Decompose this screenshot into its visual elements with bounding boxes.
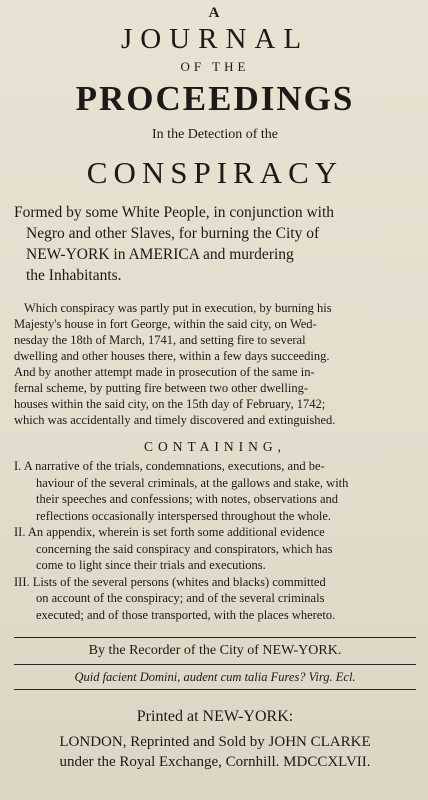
recorder-line: By the Recorder of the City of NEW-YORK.: [88, 643, 342, 658]
title-journal: JOURNAL: [120, 23, 310, 55]
item-line: II. An appendix, wherein is set forth some additional evidence: [14, 525, 325, 539]
bottom-rule: [14, 689, 416, 690]
which-conspiracy-paragraph: [14, 300, 416, 428]
which-line: And by another attempt made in prosecution of the same in-: [14, 365, 315, 379]
item-line: III. Lists of the several persons (whites and blacks) committed: [14, 574, 326, 589]
item-line: I. A narrative of the trials, condemnations, executions, and be-: [14, 459, 325, 473]
contents-item-3: [14, 574, 416, 624]
which-line: dwelling and other houses there, within a few days succeeding.: [14, 349, 330, 363]
imprint-line: LONDON, Reprinted and Sold by JOHN CLARKE: [59, 734, 371, 750]
contents-item-1: [14, 458, 416, 524]
which-line: Majesty's house in fort George, within the said city, on Wed-: [14, 317, 317, 331]
formed-line: Negro and other Slaves, for burning the City of: [26, 225, 320, 242]
contents-item-2: [14, 524, 416, 574]
title-detection-line: In the Detection of the: [152, 127, 278, 142]
title-article: A: [208, 5, 222, 21]
formed-by-paragraph: [14, 202, 416, 286]
printed-at-line: Printed at NEW-YORK:: [136, 708, 294, 725]
imprint-block: [14, 732, 416, 772]
which-line: houses within the said city, on the 15th day of February, 1742;: [14, 397, 326, 411]
item-line: on account of the conspiracy; and of the several criminals: [36, 591, 325, 605]
which-line: nesday the 18th of March, 1741, and setting fire to several: [14, 333, 306, 347]
which-line: which was accidentally and timely discovered and extinguished.: [14, 413, 336, 427]
formed-line: Formed by some White People, in conjunction with: [14, 204, 335, 221]
title-of-the: OF THE: [180, 59, 250, 74]
imprint-line: under the Royal Exchange, Cornhill. MDCCXLVII.: [59, 754, 371, 770]
latin-quotation: Quid facient Domini, audent cum talia Fures? Virg. Ecl.: [74, 670, 356, 684]
formed-line: the Inhabitants.: [26, 267, 122, 284]
item-line: reflections occasionally interspersed throughout the whole.: [36, 508, 332, 523]
title-proceedings: PROCEEDINGS: [75, 79, 355, 118]
item-line: their speeches and confessions; with notes, observations and: [36, 492, 339, 506]
which-line: fernal scheme, by putting fire between two other dwelling-: [14, 381, 309, 395]
title-conspiracy: CONSPIRACY: [86, 155, 344, 190]
item-line: come to light since their trials and executions.: [36, 558, 266, 572]
which-line: Which conspiracy was partly put in execution, by burning his: [24, 301, 332, 315]
item-line: executed; and of those transported, with the places whereto.: [36, 607, 336, 622]
formed-line: NEW-YORK in AMERICA and murdering: [26, 246, 294, 263]
containing-heading: CONTAINING,: [143, 439, 287, 454]
item-line: concerning the said conspiracy and conspirators, which has: [36, 541, 333, 556]
item-line: haviour of the several criminals, at the gallows and stake, with: [36, 475, 349, 490]
